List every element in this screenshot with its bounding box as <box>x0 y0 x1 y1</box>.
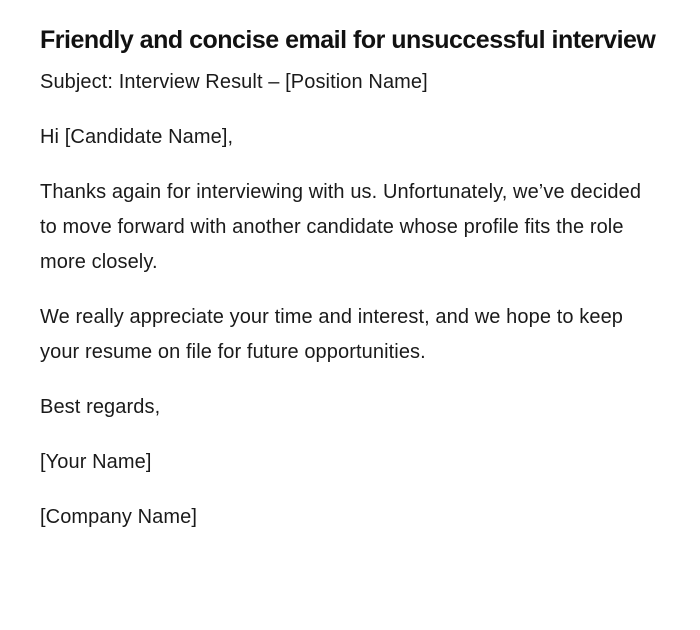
email-template-document <box>40 18 660 535</box>
email-sender-name: [Your Name] <box>40 451 152 473</box>
email-closing: Best regards, <box>40 396 161 418</box>
email-company-name: [Company Name] <box>40 506 198 528</box>
document-title: Friendly and concise email for unsuccessful interview <box>40 26 656 54</box>
email-body-paragraph-2: We really appreciate your time and interest, and we hope to keep your resume on file for future opportunities. <box>40 306 624 363</box>
email-subject-line: Subject: Interview Result – [Position Name] <box>40 71 428 93</box>
email-body-paragraph-1: Thanks again for interviewing with us. Unfortunately, we’ve decided to move forward with another candidate whose profile fits the role more closely. <box>40 181 642 273</box>
email-greeting: Hi [Candidate Name], <box>40 126 234 148</box>
